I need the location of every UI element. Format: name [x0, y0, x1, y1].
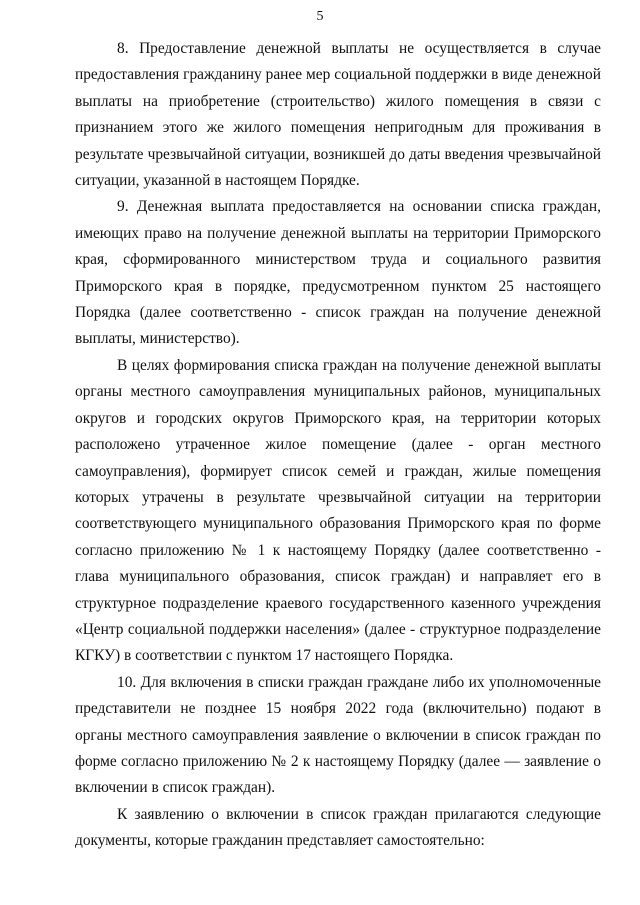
paragraph-attachments: К заявлению о включении в список граждан прилагаются следующие документы, которые гражданин представляет самостоятельно:: [75, 805, 601, 850]
paragraph-item-10: 10. Для включения в списки граждан граждане либо их уполномоченные представители не позднее 15 ноября 2022 года (включительно) подают в органы местного самоуправления заявление о включении в список граждан по форме согласно приложению № 2 к настоящему Порядку (далее — заявление о включении в список граждан).: [75, 673, 601, 797]
page-number: 5: [316, 9, 324, 24]
paragraph-item-9: 9. Денежная выплата предоставляется на основании списка граждан, имеющих право на получение денежной выплаты на территории Приморского края, сформированного министерством труда и социального развития Приморского края в порядке, предусмотренном пунктом 25 настоящего Порядка (далее соответственно - список граждан на получение денежной выплаты, министерство).: [75, 198, 601, 348]
paragraph-list-formation: В целях формирования списка граждан на получение денежной выплаты органы местного самоуправления муниципальных районов, муниципальных округов и городских округов Приморского края, на территории которых расположено утраченное жилое помещение (далее - орган местного самоуправления), формирует список семей и граждан, жилые помещения которых утрачены в результате чрезвычайной ситуации на территории соответствующего муниципального образования Приморского края по форме согласно приложению № 1 к настоящему Порядку (далее соответственно - глава муниципального образования, список граждан) и направляет его в структурное подразделение краевого государственного казенного учреждения «Центр социальной поддержки населения» (далее - структурное подразделение КГКУ) в соответствии с пунктом 17 настоящего Порядка.: [75, 356, 601, 665]
document-body: [75, 36, 601, 855]
paragraph-item-8: 8. Предоставление денежной выплаты не осуществляется в случае предоставления гражданину ранее мер социальной поддержки в виде денежной выплаты на приобретение (строительство) жилого помещения в связи с признанием этого же жилого помещения непригодным для проживания в результате чрезвычайной ситуации, возникшей до даты введения чрезвычайной ситуации, указанной в настоящем Порядке.: [75, 40, 601, 190]
